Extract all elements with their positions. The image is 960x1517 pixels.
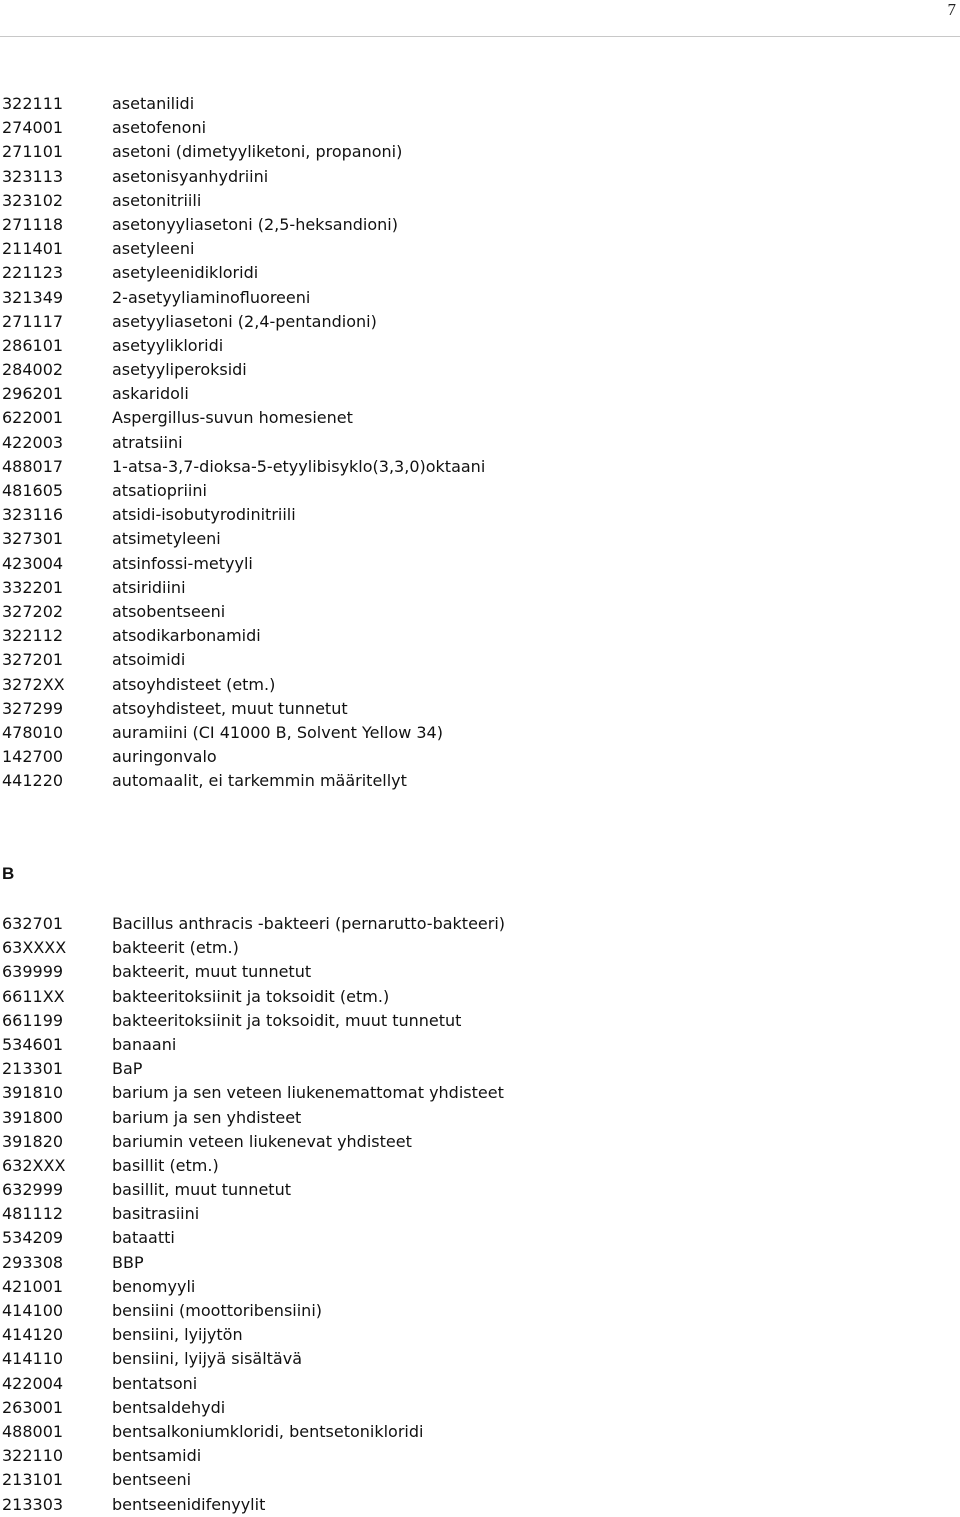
entry-term: asetonitriili — [112, 190, 202, 210]
entry-row — [2, 237, 952, 261]
entry-row — [2, 358, 952, 382]
entry-term: asetyyliasetoni (2,4-pentandioni) — [112, 311, 377, 331]
entry-term: atsatiopriini — [112, 481, 207, 500]
entry-row — [2, 213, 952, 237]
entry-term: atsodikarbonamidi — [112, 626, 261, 646]
entry-code: 213301 — [2, 1059, 64, 1079]
entry-code: 441220 — [2, 771, 64, 791]
entry-term: bariumin veteen liukenevat yhdisteet — [112, 1131, 412, 1151]
entry-code: 284002 — [2, 360, 64, 380]
entry-code: 322110 — [2, 1446, 64, 1466]
entry-code: 391800 — [2, 1107, 64, 1127]
header-rule — [0, 36, 960, 37]
entry-row — [2, 1275, 952, 1299]
entry-row — [2, 1420, 952, 1444]
entry-row — [2, 1009, 952, 1033]
entry-term: Aspergillus-suvun homesienet — [112, 408, 353, 428]
entry-term: atsinfossi-metyyli — [112, 553, 253, 573]
entry-row — [2, 673, 952, 697]
entry-code: 211401 — [2, 239, 64, 259]
entry-code: 323116 — [2, 505, 64, 525]
entry-row — [2, 721, 952, 745]
entry-code: 632XXX — [2, 1155, 66, 1175]
entry-row — [2, 985, 952, 1009]
entry-row — [2, 1057, 952, 1081]
entry-row — [2, 697, 952, 721]
entry-row — [2, 165, 952, 189]
entry-row — [2, 1033, 952, 1057]
entry-list-a — [2, 92, 952, 793]
entry-code: 661199 — [2, 1010, 64, 1030]
entry-code: 142700 — [2, 747, 64, 767]
entry-row — [2, 334, 952, 358]
entry-code: 534601 — [2, 1034, 64, 1054]
entry-code: 274001 — [2, 118, 64, 138]
entry-code: 323113 — [2, 166, 64, 186]
entry-term: Bacillus anthracis -bakteeri (pernarutto-bakteeri) — [112, 914, 506, 933]
entry-row — [2, 960, 952, 984]
entry-row — [2, 406, 952, 430]
entry-term: barium ja sen yhdisteet — [112, 1107, 302, 1127]
entry-term: atsoimidi — [112, 650, 186, 670]
entry-row — [2, 1202, 952, 1226]
entry-row — [2, 1178, 952, 1202]
entry-code: 414110 — [2, 1349, 64, 1369]
entry-term: bensiini, lyijytön — [112, 1325, 243, 1345]
entry-row — [2, 286, 952, 310]
entry-row — [2, 479, 952, 503]
entry-term: bentsalkoniumkloridi, bentsetonikloridi — [112, 1421, 424, 1441]
entry-term: BaP — [112, 1059, 143, 1079]
entry-code: 323102 — [2, 190, 64, 210]
entry-row — [2, 1468, 952, 1492]
entry-row — [2, 624, 952, 648]
entry-term: 1-atsa-3,7-dioksa-5-etyylibisyklo(3,3,0)oktaani — [112, 456, 486, 476]
entry-term: bensiini, lyijyä sisältävä — [112, 1349, 303, 1369]
entry-term: bentsamidi — [112, 1446, 202, 1466]
entry-code: 327202 — [2, 601, 64, 621]
entry-row — [2, 1372, 952, 1396]
entry-term: 2-asetyyliaminofluoreeni — [112, 287, 311, 307]
entry-code: 639999 — [2, 962, 64, 982]
entry-term: automaalit, ei tarkemmin määritellyt — [112, 771, 407, 791]
entry-row — [2, 92, 952, 116]
entry-code: 332201 — [2, 577, 64, 597]
entry-term: askaridoli — [112, 384, 189, 404]
entry-code: 488017 — [2, 456, 64, 476]
entry-row — [2, 261, 952, 285]
entry-term: basillit (etm.) — [112, 1155, 219, 1175]
entry-code: 421001 — [2, 1276, 64, 1296]
entry-term: atratsiini — [112, 432, 183, 452]
entry-term: benomyyli — [112, 1276, 196, 1296]
entry-term: barium ja sen veteen liukenemattomat yhdisteet — [112, 1083, 504, 1103]
entry-code: 271118 — [2, 214, 64, 234]
entry-code: 481112 — [2, 1204, 64, 1224]
entry-code: 622001 — [2, 408, 64, 428]
entry-row — [2, 116, 952, 140]
entry-row — [2, 1493, 952, 1517]
entry-code: 423004 — [2, 553, 64, 573]
entry-code: 534209 — [2, 1228, 64, 1248]
entry-term: bakteeritoksiinit ja toksoidit (etm.) — [112, 986, 390, 1006]
entry-row — [2, 1226, 952, 1250]
entry-row — [2, 552, 952, 576]
entry-row — [2, 1444, 952, 1468]
entry-term: atsoyhdisteet (etm.) — [112, 674, 276, 694]
entry-term: asetyyliperoksidi — [112, 360, 247, 380]
entry-row — [2, 912, 952, 936]
entry-term: atsoyhdisteet, muut tunnetut — [112, 698, 348, 718]
entry-term: basillit, muut tunnetut — [112, 1180, 291, 1200]
entry-row — [2, 576, 952, 600]
entry-row — [2, 455, 952, 479]
entry-term: basitrasiini — [112, 1204, 200, 1224]
entry-row — [2, 527, 952, 551]
entry-term: asetyleeni — [112, 239, 195, 259]
entry-code: 327299 — [2, 698, 64, 718]
entry-code: 6611XX — [2, 986, 65, 1006]
entry-code: 293308 — [2, 1252, 64, 1272]
entry-code: 478010 — [2, 722, 64, 742]
entry-term: atsidi-isobutyrodinitriili — [112, 505, 296, 525]
entry-term: bakteerit, muut tunnetut — [112, 962, 312, 982]
entry-term: bentatsoni — [112, 1373, 198, 1393]
entry-row — [2, 1154, 952, 1178]
entry-term: asetonisyanhydriini — [112, 166, 269, 186]
entry-code: 391820 — [2, 1131, 64, 1151]
entry-row — [2, 600, 952, 624]
entry-code: 63XXXX — [2, 938, 67, 958]
entry-row — [2, 1130, 952, 1154]
entry-code: 391810 — [2, 1083, 64, 1103]
entry-term: bentseeni — [112, 1470, 192, 1490]
entry-term: bakteeritoksiinit ja toksoidit, muut tunnetut — [112, 1010, 462, 1030]
entry-code: 3272XX — [2, 674, 65, 694]
entry-term: asetanilidi — [112, 94, 195, 113]
entry-row — [2, 769, 952, 793]
entry-code: 263001 — [2, 1397, 64, 1417]
entry-row — [2, 1323, 952, 1347]
entry-code: 632999 — [2, 1180, 64, 1200]
entry-code: 481605 — [2, 481, 64, 500]
entry-row — [2, 1251, 952, 1275]
entry-code: 322112 — [2, 626, 64, 646]
entry-term: asetyleenidikloridi — [112, 263, 259, 283]
entry-row — [2, 310, 952, 334]
entry-row — [2, 1347, 952, 1371]
page-number: 7 — [947, 0, 956, 19]
entry-code: 414100 — [2, 1301, 64, 1320]
entry-term: bensiini (moottoribensiini) — [112, 1301, 322, 1320]
entry-term: auramiini (CI 41000 B, Solvent Yellow 34) — [112, 722, 443, 742]
entry-row — [2, 189, 952, 213]
entry-row — [2, 745, 952, 769]
entry-code: 286101 — [2, 335, 64, 355]
entry-term: asetoni (dimetyyliketoni, propanoni) — [112, 142, 403, 162]
entry-row — [2, 936, 952, 960]
entry-row — [2, 648, 952, 672]
entry-term: bakteerit (etm.) — [112, 938, 239, 958]
entry-code: 632701 — [2, 914, 64, 933]
entry-row — [2, 1299, 952, 1323]
entry-term: asetyylikloridi — [112, 335, 224, 355]
entry-row — [2, 503, 952, 527]
section-heading-b: B — [2, 864, 15, 883]
entry-code: 271101 — [2, 142, 64, 162]
entry-code: 327301 — [2, 529, 64, 549]
entry-code: 414120 — [2, 1325, 64, 1345]
entry-row — [2, 431, 952, 455]
entry-term: bataatti — [112, 1228, 175, 1248]
entry-code: 296201 — [2, 384, 64, 404]
entry-code: 488001 — [2, 1421, 64, 1441]
entry-code: 422003 — [2, 432, 64, 452]
entry-row — [2, 1081, 952, 1105]
entry-row — [2, 1396, 952, 1420]
entry-list-b — [2, 912, 952, 1517]
entry-term: bentsaldehydi — [112, 1397, 226, 1417]
entry-code: 213101 — [2, 1470, 64, 1490]
entry-term: bentseenidifenyylit — [112, 1494, 266, 1514]
entry-code: 322111 — [2, 94, 64, 113]
entry-term: auringonvalo — [112, 747, 217, 767]
entry-row — [2, 382, 952, 406]
entry-term: banaani — [112, 1034, 177, 1054]
entry-row — [2, 1106, 952, 1130]
entry-term: asetonyyliasetoni (2,5-heksandioni) — [112, 214, 398, 234]
entry-term: atsobentseeni — [112, 601, 226, 621]
entry-code: 221123 — [2, 263, 64, 283]
entry-term: atsimetyleeni — [112, 529, 221, 549]
entry-code: 321349 — [2, 287, 64, 307]
entry-term: atsiridiini — [112, 577, 186, 597]
entry-term: BBP — [112, 1252, 144, 1272]
entry-code: 213303 — [2, 1494, 64, 1514]
entry-code: 271117 — [2, 311, 64, 331]
entry-code: 422004 — [2, 1373, 64, 1393]
entry-row — [2, 140, 952, 164]
entry-term: asetofenoni — [112, 118, 207, 138]
entry-code: 327201 — [2, 650, 64, 670]
